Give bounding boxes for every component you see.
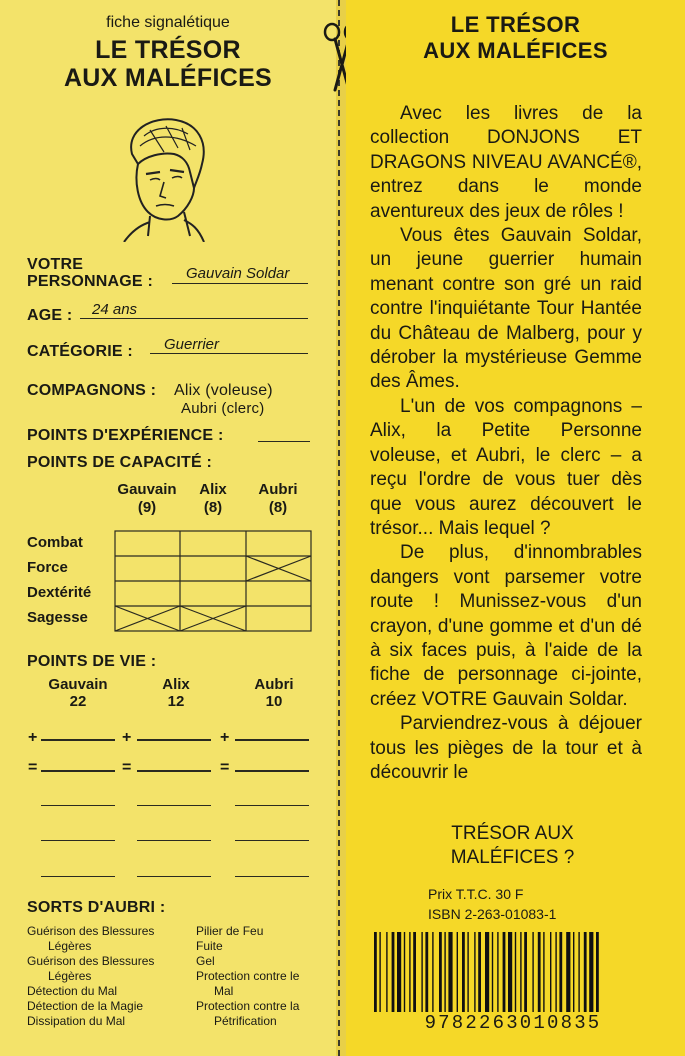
blurb-body [370,102,642,785]
personnage-value[interactable]: Gauvain Soldar [186,265,290,282]
sort-item: Gel [196,954,215,968]
personnage-label [27,256,153,290]
vie-col-gauvain [38,676,118,710]
capacite-col-gauvain [112,481,182,517]
capacite-col-alix [178,481,248,517]
vie-col-aubri [234,676,314,710]
age-underline [80,318,308,319]
capacite-col-name: Alix [199,481,227,498]
capacite-col-value: (9) [137,499,157,516]
compagnon-alix: Alix (voleuse) [174,382,273,399]
blurb-title-line1: LE TRÉSOR [450,12,581,37]
vie-input-line[interactable] [235,840,309,841]
vie-input-line[interactable] [41,805,115,806]
equals-sign: = [28,759,38,776]
plus-sign: + [28,729,38,746]
sort-item: Protection contre le [196,969,300,983]
vie-input-line[interactable] [137,739,211,741]
vie-input-line[interactable] [235,739,309,741]
equals-sign: = [122,759,132,776]
blurb-paragraph: Parviendrez-vous à déjouer tous les pièges de la tour et à découvrir le [370,713,642,783]
blurb-paragraph: De plus, d'innombrables dangers vont parsemer votre route ! Munissez-vous d'un crayon, d'une gomme et d'un dé à six faces puis, à l'aide de la fiche de personnage ci-jointe, créez VOTRE Gauvain Soldar. [370,542,642,710]
sheet-title [0,36,336,92]
vie-col-name: Aubri [254,676,294,693]
sort-item: Légères [48,939,92,953]
sorts-col1 [27,924,154,1029]
sheet-title-line2: AUX MALÉFICES [63,64,273,92]
cut-line [338,0,340,1056]
sort-item: Détection du Mal [27,984,118,998]
vie-input-line[interactable] [41,840,115,841]
capacite-row-sagesse: Sagesse [27,609,88,626]
sort-item: Guérison des Blessures [27,954,155,968]
capacite-row-force: Force [27,559,68,576]
sorts-col2 [196,924,299,1029]
sort-item: Pétrification [214,1014,277,1028]
personnage-label-line2: PERSONNAGE : [27,273,153,290]
sort-item: Mal [214,984,234,998]
categorie-label: CATÉGORIE : [27,343,133,360]
vie-col-value: 22 [69,693,87,710]
categorie-value[interactable]: Guerrier [164,336,220,353]
sort-item: Pilier de Feu [196,924,264,938]
personnage-underline [172,283,308,284]
sort-item: Dissipation du Mal [27,1014,126,1028]
age-label: AGE : [27,307,73,324]
price-label: Prix T.T.C. 30 F [428,886,524,902]
blurb-paragraph: L'un de vos compagnons – Alix, la Petite Personne voleuse, et Aubri, le clerc – a reçu l'ordre de vous tuer dès que vous aurez découvert le trésor... Mais lequel ? [370,395,642,539]
vie-col-alix [136,676,216,710]
compagnons-label: COMPAGNONS : [27,382,157,399]
vie-input-line[interactable] [137,876,211,877]
capacite-col-name: Aubri [258,481,298,498]
vie-label: POINTS DE VIE : [27,653,157,670]
vie-input-line[interactable] [137,805,211,806]
blurb-paragraph: Vous êtes Gauvain Soldar, un jeune guerrier humain menant contre son gré un raid contre l'inquiétante Tour Hantée du Château de Malberg, pour y dérober la mystérieuse Gemme des Âmes. [370,225,642,393]
sort-item: Détection de la Magie [27,999,144,1013]
sheet-header: fiche signalétique [106,14,230,31]
capacite-row-dexterite: Dextérité [27,584,92,601]
capacite-col-name: Gauvain [117,481,177,498]
blurb-title-line2: AUX MALÉFICES [423,38,608,63]
plus-sign: + [220,729,230,746]
vie-col-name: Alix [162,676,190,693]
ean-number: 9782263010835 [424,1012,602,1034]
vie-input-line[interactable] [235,770,309,772]
vie-input-line[interactable] [137,770,211,772]
vie-input-line[interactable] [41,876,115,877]
capacite-col-value: (8) [268,499,288,516]
blurb-closing [400,822,625,870]
personnage-label-line1: VOTRE [27,256,84,273]
isbn-label: ISBN 2-263-01083-1 [428,906,557,922]
blurb-closing-line1: TRÉSOR AUX [451,823,574,844]
price-block [428,884,556,924]
capacite-label: POINTS DE CAPACITÉ : [27,454,213,471]
hero-portrait-icon [104,112,224,242]
blurb-closing-line2: MALÉFICES ? [450,847,575,868]
sort-item: Fuite [196,939,223,953]
vie-col-value: 10 [265,693,283,710]
sort-item: Protection contre la [196,999,300,1013]
sheet-title-line1: LE TRÉSOR [95,36,241,64]
age-value[interactable]: 24 ans [92,301,138,318]
plus-sign: + [122,729,132,746]
compagnon-aubri: Aubri (clerc) [181,400,265,417]
categorie-underline [150,353,308,354]
sort-item: Guérison des Blessures [27,924,155,938]
sort-item: Légères [48,969,92,983]
vie-input-line[interactable] [41,739,115,741]
capacite-row-combat: Combat [27,534,83,551]
blurb-title [346,12,685,64]
sorts-label: SORTS D'AUBRI : [27,899,166,916]
barcode-icon [372,932,650,1012]
capacite-col-aubri [243,481,313,517]
vie-col-value: 12 [167,693,185,710]
equals-sign: = [220,759,230,776]
blurb-paragraph: Avec les livres de la collection DONJONS ET DRAGONS NIVEAU AVANCÉ®, entrez dans le monde aventureux des jeux de rôles ! [370,103,642,222]
vie-col-name: Gauvain [48,676,108,693]
vie-input-line[interactable] [235,805,309,806]
capacite-grid[interactable] [114,530,312,632]
vie-input-line[interactable] [137,840,211,841]
vie-input-line[interactable] [41,770,115,772]
experience-label: POINTS D'EXPÉRIENCE : [27,427,224,444]
experience-underline [258,441,310,442]
capacite-col-value: (8) [203,499,223,516]
vie-input-line[interactable] [235,876,309,877]
